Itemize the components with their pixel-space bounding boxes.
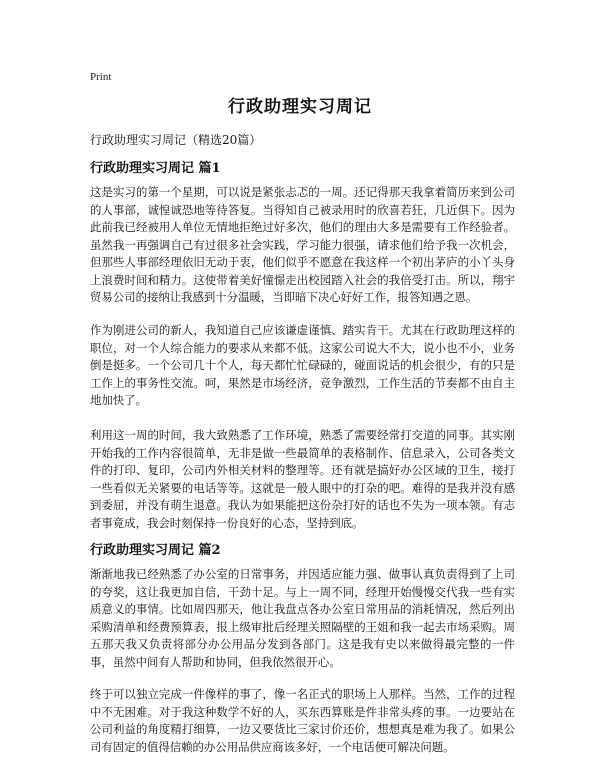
section-1-paragraph-2: 作为刚进公司的新人，我知道自己应该谦虚谨慎、踏实肯干。尤其在行政助理这样的职位，对一个人综合能力的要求从来都不低。这家公司说大不大，说小也不小，业务倒是挺多。一个公司几十个人，每天都忙忙碌碌的，碰面说话的机会很少，有的只是工作上的事务性交流。呵，果然是市场经济，竞争激烈，工作生活的节奏都不由自主地加快了。 [90,323,515,407]
section-1-paragraph-3: 利用这一周的时间，我大致熟悉了工作环境，熟悉了需要经常打交道的同事。其实刚开始我的工作内容很简单，无非是做一些最简单的表格制作、信息录入，公司各类文件的打印、复印，公司内外相关材料的整理等。还有就是搞好办公区域的卫生，接打一些看似无关紧要的电话等等。这就是一般人眼中的打杂的吧。难得的是我并没有感到委屈，并没有萌生退意。我认为如果能把这份杂打好的话也不失为一项本领。有志者事竟成，我会时刻保持一份良好的心态，坚持到底。 [90,428,515,530]
print-label[interactable]: Print [90,71,112,83]
section-2-paragraph-2: 终于可以独立完成一件像样的事了，像一名正式的职场上人那样。当然，工作的过程中不无困难。对于我这种数学不好的人，买东西算账是件非常头疼的事。一边要站在公司利益的角度精打细算，一边又要货比三家讨价还价，想想真是难为我了。如果公司有固定的值得信赖的办公用品供应商该多好，一个电话便可解决问题。 [90,687,515,754]
document-subtitle: 行政助理实习周记（精选20篇） [90,133,262,147]
document-title: 行政助理实习周记 [228,97,372,117]
section-heading-2: 行政助理实习周记 篇2 [90,543,221,558]
section-1-paragraph-1: 这是实习的第一个星期，可以说是紧张忐忑的一周。还记得那天我拿着简历来到公司的人事部，诚惶诚恐地等待答复。当得知自己被录用时的欣喜若狂，几近俱下。因为此前我已经被用人单位无情地拒绝过好多次，他们的理由大多是需要有工作经验者。虽然我一再强调自己有过很多社会实践，学习能力很强，请求他们给予我一次机会，但那些人事部经理依旧无动于衷，他们似乎不愿意在我这样一个初出茅庐的小丫头身上浪费时间和精力。这使带着美好憧憬走出校园踏入社会的我倍受打击。所以，翔宇贸易公司的接纳让我感到十分温暖，当即暗下决心好好工作，报答知遇之恩。 [90,185,515,304]
section-2-paragraph-1: 渐渐地我已经熟悉了办公室的日常事务，并因适应能力强、做事认真负责得到了上司的夸奖，这让我更加自信，干劲十足。与上一周不同，经理开始慢慢交代我一些有实质意义的事情。比如周四那天，他让我盘点各办公室日常用品的消耗情况，然后列出采购清单和经费预算表，报上级审批后经理关照隔壁的王姐和我一起去市场采购。周五那天我又负责将部分办公用品分发到各部门。这是我有史以来做得最完整的一件事，虽然中间有人帮助和协同，但我依然很开心。 [90,567,515,669]
section-heading-1: 行政助理实习周记 篇1 [90,161,221,176]
